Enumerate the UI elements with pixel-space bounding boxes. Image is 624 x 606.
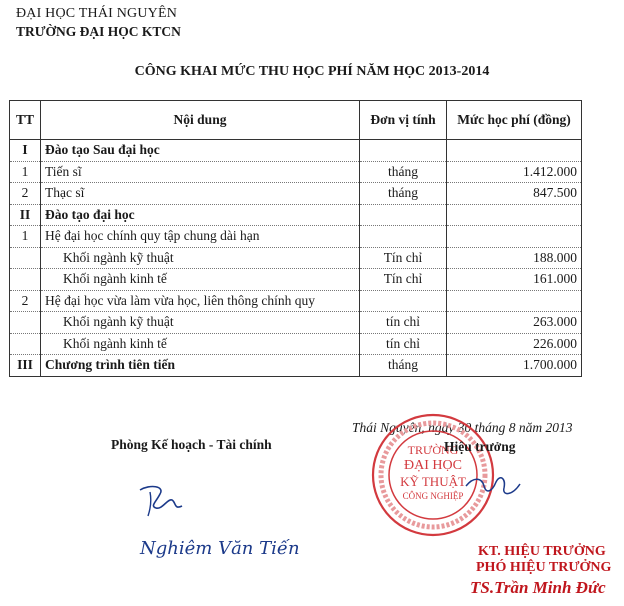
table-row [10,140,582,162]
row-content: Khối ngành kỹ thuật [41,312,360,334]
vice-rector-name: TS.Trần Minh Đức [470,578,606,597]
row-tt [10,247,41,269]
row-tt: I [10,140,41,162]
signer-name: Nghiêm Văn Tiến [140,538,300,559]
row-unit: tháng [360,355,447,377]
table-row [10,290,582,312]
row-unit: tín chỉ [360,333,447,355]
row-content: Thạc sĩ [41,183,360,205]
row-content: Chương trình tiên tiến [41,355,360,377]
table-row [10,269,582,291]
vice-rector-title: PHÓ HIỆU TRƯỞNG [476,560,612,575]
row-fee [447,290,582,312]
table-row [10,355,582,377]
row-unit: Tín chỉ [360,269,447,291]
row-content: Tiến sĩ [41,161,360,183]
stamp-text: TRƯỜNG [407,443,459,457]
row-fee: 161.000 [447,269,582,291]
row-unit: tín chỉ [360,312,447,334]
rector-title: Hiệu trưởng [444,439,516,454]
row-tt [10,269,41,291]
signature-department [120,476,210,536]
row-unit [360,226,447,248]
row-fee: 1.412.000 [447,161,582,183]
date-line: Thái Nguyên, ngày 30 tháng 8 năm 2013 [352,420,573,435]
row-content: Đào tạo Sau đại học [41,140,360,162]
university-name: ĐẠI HỌC THÁI NGUYÊN [16,6,178,21]
row-tt: 1 [10,161,41,183]
document-title: CÔNG KHAI MỨC THU HỌC PHÍ NĂM HỌC 2013-2014 [134,64,490,79]
row-fee: 188.000 [447,247,582,269]
row-unit: tháng [360,161,447,183]
stamp-text: KỸ THUẬT [400,474,466,489]
header-content: Nội dung [41,101,360,140]
header-tt: TT [10,101,41,140]
header-fee: Mức học phí (đồng) [447,101,582,140]
row-tt: 1 [10,226,41,248]
table-row [10,247,582,269]
row-tt: 2 [10,290,41,312]
row-content: Khối ngành kinh tế [41,333,360,355]
row-fee: 1.700.000 [447,355,582,377]
header-unit: Đơn vị tính [360,101,447,140]
row-content: Hệ đại học chính quy tập chung dài hạn [41,226,360,248]
table-row [10,204,582,226]
row-content: Đào tạo đại học [41,204,360,226]
school-name: TRƯỜNG ĐẠI HỌC KTCN [16,24,181,39]
kt-title: KT. HIỆU TRƯỞNG [478,544,606,559]
row-content: Hệ đại học vừa làm vừa học, liên thông chính quy [41,290,360,312]
row-tt: II [10,204,41,226]
row-fee [447,226,582,248]
row-content: Khối ngành kỹ thuật [41,247,360,269]
row-tt [10,333,41,355]
tuition-fee-table [9,100,582,377]
table-row [10,161,582,183]
row-tt [10,312,41,334]
row-fee [447,140,582,162]
row-fee [447,204,582,226]
row-content: Khối ngành kinh tế [41,269,360,291]
row-unit [360,204,447,226]
department-title: Phòng Kế hoạch - Tài chính [111,437,272,452]
row-fee: 263.000 [447,312,582,334]
table-row [10,226,582,248]
table-header-row [10,101,582,140]
row-unit [360,290,447,312]
row-tt: III [10,355,41,377]
table-row [10,333,582,355]
row-fee: 847.500 [447,183,582,205]
table-row [10,312,582,334]
stamp-text: CÔNG NGHIỆP [402,491,464,501]
table-row [10,183,582,205]
row-fee: 226.000 [447,333,582,355]
row-unit: Tín chỉ [360,247,447,269]
row-unit [360,140,447,162]
row-tt: 2 [10,183,41,205]
signature-vice-rector [462,466,532,506]
row-unit: tháng [360,183,447,205]
stamp-text: ĐẠI HỌC [404,458,462,473]
